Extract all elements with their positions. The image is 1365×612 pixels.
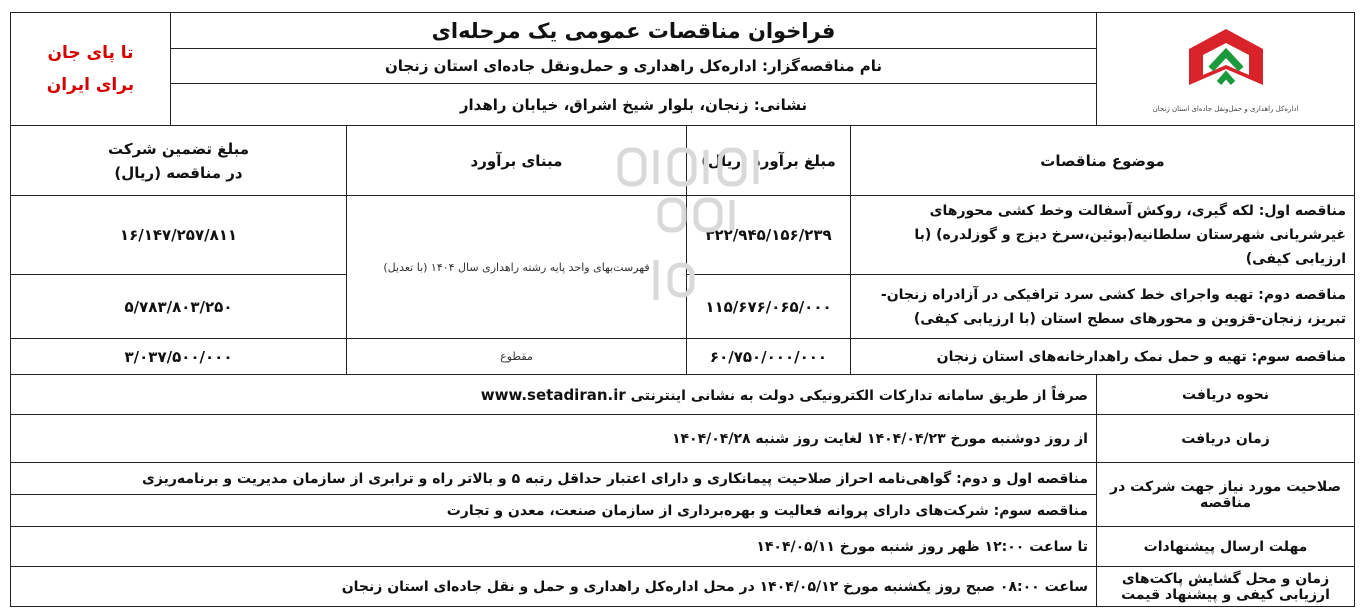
shared-basis: فهرست‌بهای واحد پایه رشته راهداری سال ۱۴۰۴ (با تعدیل) bbox=[347, 196, 687, 339]
table-row bbox=[11, 527, 1355, 567]
table-row bbox=[11, 375, 1355, 415]
setadiran-link[interactable]: www.setadiran.ir bbox=[480, 385, 626, 404]
table-row bbox=[11, 339, 1355, 375]
receive-method-value bbox=[11, 375, 1097, 415]
tender-2-description: تهیه واجرای خط کشی سرد ترافیکی در آزادراه زنجان-تبریز، زنجان-قزوین و محورهای سطح استان (با ارزیابی کیفی) bbox=[880, 286, 1346, 327]
guarantee-header-line-2: در مناقصه (ریال) bbox=[114, 163, 243, 182]
guarantee-header-line-1: مبلغ تضمین شرکت bbox=[108, 139, 249, 158]
column-header-topic: موضوع مناقصات bbox=[851, 126, 1355, 196]
tender-3-description: تهیه و حمل نمک راهدارخانه‌های استان زنجان bbox=[936, 348, 1247, 365]
deadline-label: مهلت ارسال پیشنهادات bbox=[1097, 527, 1355, 567]
table-row bbox=[11, 196, 1355, 275]
tender-2-estimate: ۱۱۵/۶۷۶/۰۶۵/۰۰۰ bbox=[687, 275, 851, 339]
organizer-name: نام مناقصه‌گزار: اداره‌کل راهداری و حمل‌ونقل جاده‌ای استان زنجان bbox=[171, 49, 1097, 84]
organizer-address: نشانی: زنجان، بلوار شیخ اشراق، خیابان راهدار bbox=[171, 84, 1097, 126]
deadline-value: تا ساعت ۱۲:۰۰ ظهر روز شنبه مورخ ۱۴۰۴/۰۵/۱۱ bbox=[11, 527, 1097, 567]
slogan-cell bbox=[11, 13, 171, 126]
receive-time-label: زمان دریافت bbox=[1097, 415, 1355, 463]
qualification-tenders-1-2: مناقصه اول و دوم: گواهی‌نامه احراز صلاحیت پیمانکاری و دارای اعتبار حداقل رتبه ۵ و بالاتر راه و ترابری از سازمان مدیریت و برنامه‌ریزی bbox=[11, 463, 1097, 495]
notice-title: فراخوان مناقصات عمومی یک مرحله‌ای bbox=[171, 13, 1097, 49]
tender-1-topic bbox=[851, 196, 1355, 275]
receive-time-value: از روز دوشنبه مورخ ۱۴۰۴/۰۴/۲۳ لغایت روز شنبه ۱۴۰۴/۰۴/۲۸ bbox=[11, 415, 1097, 463]
tender-1-guarantee: ۱۶/۱۴۷/۲۵۷/۸۱۱ bbox=[11, 196, 347, 275]
opening-label: زمان و محل گشایش پاکت‌های ارزیابی کیفی و پیشنهاد قیمت bbox=[1097, 567, 1355, 607]
tender-3-label: مناقصه سوم: bbox=[1251, 348, 1346, 365]
slogan-line-1: تا پای جان bbox=[47, 43, 134, 63]
slogan-line-2: برای ایران bbox=[46, 75, 135, 95]
tender-2-topic bbox=[851, 275, 1355, 339]
tender-2-label: مناقصه دوم: bbox=[1258, 286, 1346, 303]
tender-1-label: مناقصه اول: bbox=[1258, 203, 1346, 219]
tender-3-basis: مقطوع bbox=[347, 339, 687, 375]
logo-caption: اداره‌کل راهداری و حمل‌ونقل جاده‌ای استان زنجان bbox=[1152, 105, 1299, 113]
tender-3-topic bbox=[851, 339, 1355, 375]
column-header-basis: مبنای برآورد bbox=[347, 126, 687, 196]
tender-3-estimate: ۶۰/۷۵۰/۰۰۰/۰۰۰ bbox=[687, 339, 851, 375]
column-header-estimate: مبلغ برآورد (ریال) bbox=[687, 126, 851, 196]
column-header-guarantee bbox=[11, 126, 347, 196]
receive-method-label: نحوه دریافت bbox=[1097, 375, 1355, 415]
road-organization-logo bbox=[1171, 25, 1281, 99]
opening-value: ساعت ۰۸:۰۰ صبح روز یکشنبه مورخ ۱۴۰۴/۰۵/۱۲ در محل اداره‌کل راهداری و حمل و نقل جاده‌ای استان زنجان bbox=[11, 567, 1097, 607]
table-row bbox=[11, 463, 1355, 495]
qualification-tender-3: مناقصه سوم: شرکت‌های دارای پروانه فعالیت و بهره‌برداری از سازمان صنعت، معدن و تجارت bbox=[11, 495, 1097, 527]
tender-1-estimate: ۳۲۲/۹۴۵/۱۵۶/۲۳۹ bbox=[687, 196, 851, 275]
receive-method-text: صرفاً از طریق سامانه تدارکات الکترونیکی دولت به نشانی اینترنتی bbox=[630, 387, 1088, 404]
tender-notice-table bbox=[10, 12, 1355, 607]
logo-cell bbox=[1097, 13, 1355, 126]
qualification-label: صلاحیت مورد نیاز جهت شرکت در مناقصه bbox=[1097, 463, 1355, 527]
tender-2-guarantee: ۵/۷۸۳/۸۰۳/۲۵۰ bbox=[11, 275, 347, 339]
table-row bbox=[11, 415, 1355, 463]
tender-3-guarantee: ۳/۰۳۷/۵۰۰/۰۰۰ bbox=[11, 339, 347, 375]
tender-1-description: لکه گیری، روکش آسفالت وخط کشی محورهای غیرشریانی شهرستان سلطانیه(بوئین،سرخ دیزج و گوزلدره) (با ارزیابی کیفی) bbox=[914, 203, 1346, 267]
table-row bbox=[11, 567, 1355, 607]
